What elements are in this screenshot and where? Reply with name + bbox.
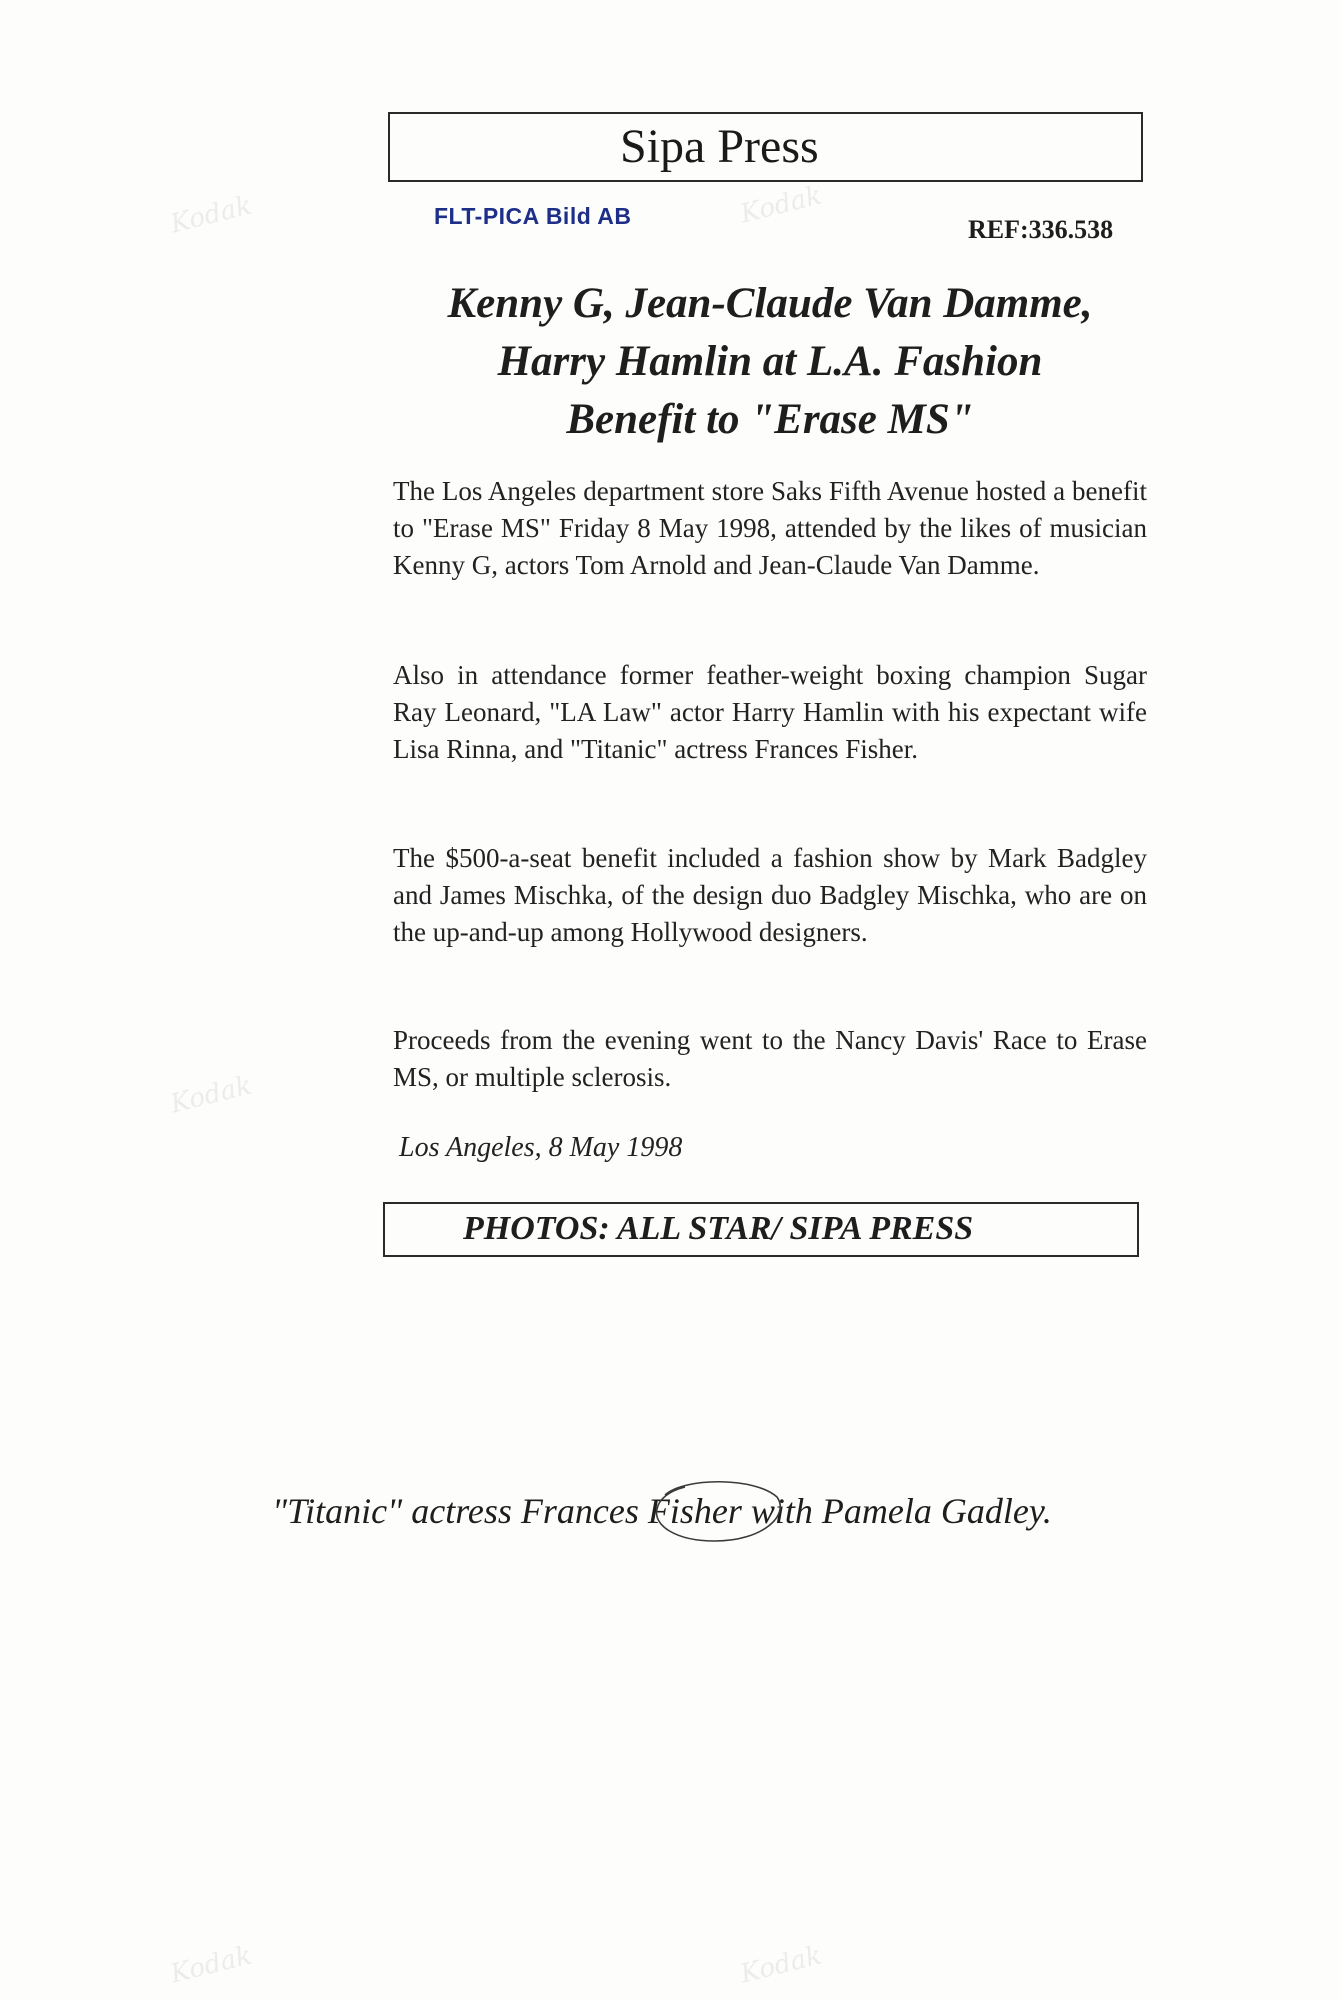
agency-stamp: FLT-PICA Bild AB <box>434 203 632 229</box>
photo-credit-box <box>383 1202 1139 1257</box>
headline-line: Harry Hamlin at L.A. Fashion <box>497 338 1043 385</box>
paper-watermark: Kodak <box>167 190 255 240</box>
paper-watermark: Kodak <box>737 180 825 230</box>
photo-credit: PHOTOS: ALL STAR/ SIPA PRESS <box>463 1210 974 1247</box>
headline-line: Benefit to "Erase MS" <box>566 396 974 443</box>
headline <box>360 275 1180 449</box>
headline-line: Kenny G, Jean-Claude Van Damme, <box>447 280 1093 327</box>
photo-caption: "Titanic" actress Frances Fisher with Pamela Gadley. <box>272 1491 1052 1531</box>
paper-watermark: Kodak <box>737 1940 825 1990</box>
paper-watermark: Kodak <box>167 1070 255 1120</box>
body-paragraph: Also in attendance former feather-weight boxing champion Sugar Ray Leonard, "LA Law" actor Harry Hamlin with his expectant wife Lisa Rinna, and "Titanic" actress Frances Fisher. <box>393 660 1147 764</box>
agency-title: Sipa Press <box>620 120 819 173</box>
header-box <box>388 112 1143 182</box>
body-paragraph: The $500-a-seat benefit included a fashion show by Mark Badgley and James Mischka, of the design duo Badgley Mischka, who are on the up-and-up among Hollywood designers. <box>393 843 1147 947</box>
body-paragraph: Proceeds from the evening went to the Nancy Davis' Race to Erase MS, or multiple sclerosis. <box>393 1025 1147 1092</box>
paper-watermark: Kodak <box>167 1940 255 1990</box>
dateline: Los Angeles, 8 May 1998 <box>399 1132 683 1163</box>
reference-number: REF:336.538 <box>968 215 1114 244</box>
handwritten-circle-icon <box>645 1475 787 1547</box>
body-paragraph: The Los Angeles department store Saks Fifth Avenue hosted a benefit to "Erase MS" Friday 8 May 1998, attended by the likes of musician Kenny G, actors Tom Arnold and Jean-Claude Van Damme. <box>393 476 1147 580</box>
